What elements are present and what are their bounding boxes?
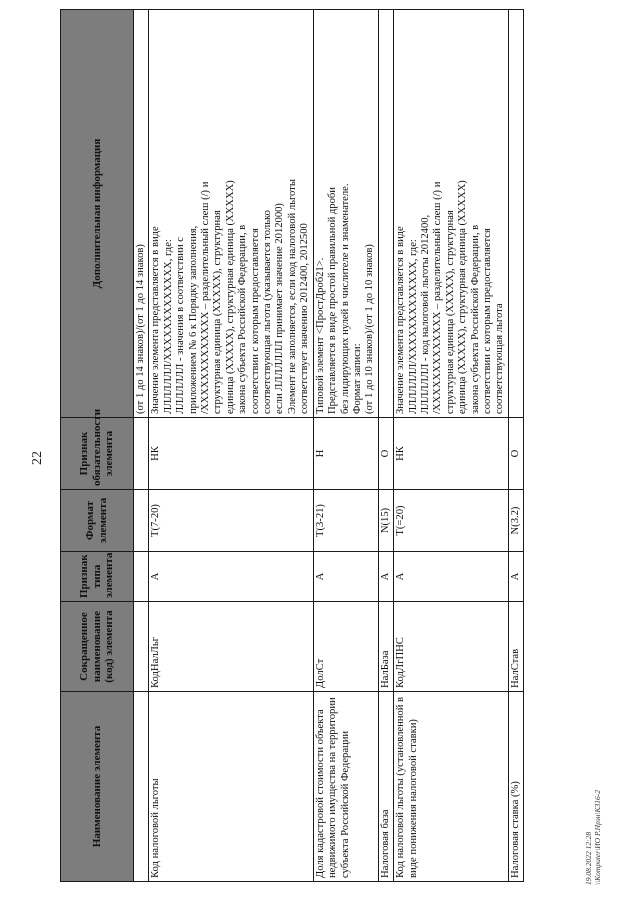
table-row [149, 10, 313, 882]
page-number: 22 [30, 451, 45, 465]
element-code-cell: КодЛгПНС [394, 602, 509, 692]
additional-info-cell [508, 10, 523, 418]
element-type-cell: А [149, 552, 313, 602]
footer-note-line: 19.08.2022 12:28 [584, 831, 593, 885]
header-element-required: Признак обязательности элемента [61, 418, 134, 490]
footer-note [584, 790, 602, 885]
element-code-cell: ДолСт [313, 602, 378, 692]
table-row [508, 10, 523, 882]
element-code-cell: КодНалЛьг [149, 602, 313, 692]
additional-info-line: закона субъекта Российской Федерации, в [237, 224, 249, 414]
additional-info-line: структурная единица (XXXXX), структурная [212, 210, 224, 414]
additional-info-line: если ЛЛЛЛЛЛЛ принимает значение 2012000) [274, 203, 286, 414]
header-element-code: Сокращенное наименование (код) элемента [61, 602, 134, 692]
element-code-cell: НалБаза [378, 602, 393, 692]
additional-info-cell [313, 10, 378, 418]
additional-info-line: единица (XXXXX), структурная единица (XXXXX) [457, 180, 469, 414]
element-format-cell: T(3-21) [313, 490, 378, 552]
additional-info-line: ЛЛЛЛЛЛЛ - значения в соответствии с [175, 236, 187, 414]
additional-info-line: ЛЛЛЛЛЛЛ/XXXXXXXXXXXXX, где: [162, 239, 174, 414]
continuation-info-cell: (от 1 до 14 знаков)/(от 1 до 14 знаков) [134, 10, 149, 418]
table-row [378, 10, 393, 882]
table-header-row [61, 10, 134, 882]
footer-note-line: \\Komputer\ИО Р.Нрзн\К316-2 [593, 790, 602, 885]
additional-info-line: единица (XXXXX), структурная единица (XXXXX) [224, 180, 236, 414]
element-name-cell: Налоговая ставка (%) [508, 692, 523, 882]
element-required-cell: О [378, 418, 393, 490]
element-name-cell: Налоговая база [378, 692, 393, 882]
element-required-cell: НК [394, 418, 509, 490]
additional-info-line: без лидирующих нулей в числителе и знаменателе. [339, 183, 351, 414]
additional-info-line: (от 1 до 10 знаков)/(от 1 до 10 знаков) [364, 244, 376, 414]
element-required-cell: О [508, 418, 523, 490]
additional-info-line: ЛЛЛЛЛЛЛ/XXXXXXXXXXXXX, где: [407, 239, 419, 414]
element-required-cell: Н [313, 418, 378, 490]
element-name-cell: Код налоговой льготы (установленной в виде понижения налоговой ставки) [394, 692, 509, 882]
element-format-cell: T(7-20) [149, 490, 313, 552]
additional-info-line: Элемент не заполняется, если код налоговой льготы [286, 179, 298, 414]
additional-info-line: /XXXXXXXXXXXXX – разделительный слеш (/) и [432, 181, 444, 414]
additional-info-line: /XXXXXXXXXXXXX – разделительный слеш (/) и [200, 181, 212, 414]
additional-info-line: Значение элемента представляется в виде [150, 226, 162, 414]
element-format-cell: T(=20) [394, 490, 509, 552]
table-row [394, 10, 509, 882]
element-required-cell: НК [149, 418, 313, 490]
additional-info-line: Формат записи: [351, 343, 363, 414]
header-element-format: Формат элемента [61, 490, 134, 552]
additional-info-cell [378, 10, 393, 418]
additional-info-cell [149, 10, 313, 418]
additional-info-line: Значение элемента представляется в виде [395, 226, 407, 414]
header-additional-info: Дополнительная информация [61, 10, 134, 418]
additional-info-line: закона субъекта Российской Федерации, в [469, 224, 481, 414]
elements-table [60, 9, 524, 882]
table-continuation-row [134, 10, 149, 882]
additional-info-line: структурная единица (XXXXX), структурная [444, 210, 456, 414]
element-type-cell: А [508, 552, 523, 602]
element-code-cell: НалСтав [508, 602, 523, 692]
additional-info-line: соответствующая льгота (указывается только [262, 210, 274, 414]
element-format-cell: N(15) [378, 490, 393, 552]
table-row [313, 10, 378, 882]
element-type-cell: А [378, 552, 393, 602]
additional-info-line: Типовой элемент <ПростДроб21>. [314, 257, 326, 414]
element-name-cell: Код налоговой льготы [149, 692, 313, 882]
header-element-name: Наименование элемента [61, 692, 134, 882]
additional-info-line: приложением № 6 к Порядку заполнения, [187, 225, 199, 414]
element-format-cell: N(3.2) [508, 490, 523, 552]
element-type-cell: А [394, 552, 509, 602]
additional-info-line: соответствии с которым предоставляется [249, 228, 261, 414]
element-name-cell: Доля кадастровой стоимости объекта недвижимого имущества на территории субъекта Российской Федерации [313, 692, 378, 882]
additional-info-line: ЛЛЛЛЛЛЛ - код налоговой льготы 2012400, [419, 214, 431, 414]
element-type-cell: А [313, 552, 378, 602]
additional-info-line: соответствии с которым предоставляется [481, 228, 493, 414]
additional-info-line: соответствующая льгота [494, 303, 506, 414]
additional-info-cell [394, 10, 509, 418]
header-element-type: Признак типа элемента [61, 552, 134, 602]
additional-info-line: Представляется в виде простой правильной дроби [327, 187, 339, 414]
additional-info-line: соответствует значению 2012400, 2012500 [299, 223, 311, 414]
